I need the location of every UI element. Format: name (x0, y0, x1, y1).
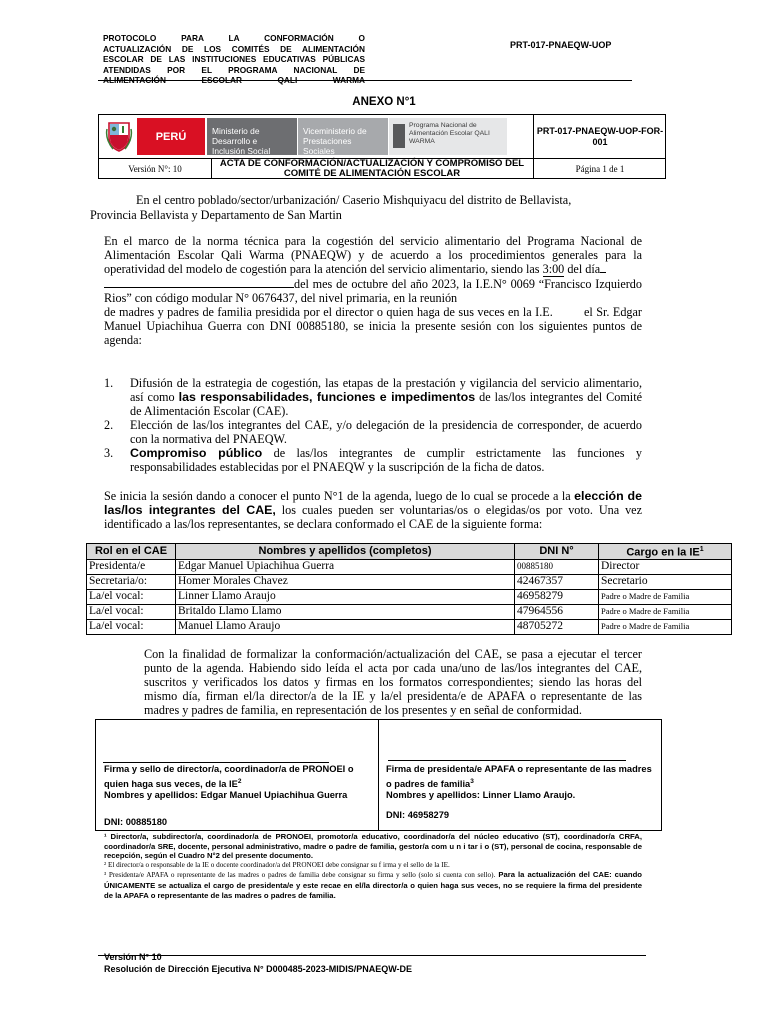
program-logo (389, 118, 507, 155)
election-text: los cuales pueden ser voluntarias/os o elegidas/os por voto. Una vez identificado a las/los representantes, se declara conformado el CAE de la siguiente forma: (104, 503, 642, 531)
peru-coat-of-arms-icon (105, 119, 133, 153)
position-cell: Director (599, 559, 732, 574)
director-signature (104, 764, 364, 828)
agenda-text: de las/los integrantes de cumplir estrictamente las funciones y responsabilidades establecidas por el PNAEQW y la suscripción de la ficha de datos. (130, 446, 642, 474)
column-header: Rol en el CAE (87, 544, 176, 560)
viceministry-logo: Viceministerio de Prestaciones Sociales (298, 118, 388, 155)
table-header-row (87, 544, 732, 560)
context-text: del mes de octubre del año 2023, la I.E.N° 0069 “Francisco Izquierdo Rios” con código modular N° 0676437, del nivel primaria, en la reunión (104, 277, 642, 305)
peru-logo (101, 118, 207, 155)
table-row (87, 604, 732, 619)
election-bold: elección de las/los integrantes del CAE, (104, 489, 642, 517)
table-row (87, 574, 732, 589)
ministry-logo: Ministerio de Desarrollo e Inclusión Social (207, 118, 297, 155)
intro-line: En el centro poblado/sector/urbanización/ Caserio Mishquiyacu del distrito de Bellavista, (136, 193, 572, 207)
role-cell: Secretaria/o: (87, 574, 176, 589)
position-cell: Secretario (599, 574, 732, 589)
program-mark-icon (393, 124, 405, 148)
signature-dni: DNI: 00885180 (104, 816, 168, 827)
form-page: Página 1 de 1 (575, 164, 625, 174)
protocol-line: PROTOCOLO PARA LA CONFORMACIÓN O (103, 33, 365, 43)
agenda-bold: las responsabilidades, funciones e impedimentos (178, 390, 476, 404)
agenda-number: 3. (104, 446, 114, 460)
agenda-text: de las/los integrantes del Comité de Alimentación Escolar (CAE). (130, 390, 642, 418)
agenda-text: Difusión de la estrategia de cogestión, las etapas de la prestación y vigilancia del servicio alimentario, así como (130, 376, 642, 404)
context-text: de madres y padres de familia presidida por el director o quien haga de sus veces en la I.E. (104, 305, 553, 319)
signature-names: Nombres y apellidos: Edgar Manuel Upiachihua Guerra (104, 790, 348, 801)
column-header (599, 544, 732, 560)
apafa-signature (386, 764, 658, 821)
signature-label: Firma y sello de director/a, coordinador/a de PRONOEI o quien haga sus veces, de la IE (104, 764, 354, 789)
intro-line: Provincia Bellavista y Departamento de San Martin (90, 207, 342, 222)
agenda-list (104, 376, 642, 474)
signature-names: Nombres y apellidos: Linner Llamo Araujo. (386, 790, 576, 801)
position-cell: Padre o Madre de Familia (599, 619, 732, 634)
agenda-item (104, 446, 642, 474)
footnote: ¹ Director/a, subdirector/a, coordinador/a de PRONOEI, promotor/a educativo, coordinador/a del núcleo educativo (ST), coordinador/a CRFA, coordinador/a SRE, docente, personal administrativo, madre o padre de familia, gestor/a com u n i tar i o (ST), personal de cocina, responsable de recepción, según el Cuadro N°2 del presente documento. (104, 832, 642, 861)
role-cell: La/el vocal: (87, 604, 176, 619)
context-text: En el marco de la norma técnica para la cogestión del servicio alimentario del Programa Nacional de Alimentación Escolar Qali Warma (PNAEQW) y de acuerdo a los procedimientos generales para la operatividad del modelo de cogestión para la atención del servicio alimentario, siendo las (104, 234, 642, 276)
context-paragraph (104, 234, 642, 347)
dni-cell: 47964556 (515, 604, 599, 619)
signature-dni: DNI: 46958279 (386, 809, 450, 820)
blank-line (600, 272, 606, 273)
name-cell: Edgar Manuel Upiachihua Guerra (176, 559, 515, 574)
footnote-ref: 2 (237, 777, 242, 785)
context-text: del día (564, 262, 601, 276)
blank-line (104, 287, 294, 288)
signature-label: Firma de presidenta/e APAFA o representante de las madres o padres de familia (386, 764, 652, 789)
footnote-ref: 3 (470, 777, 474, 785)
protocol-line: ACTUALIZACIÓN DE LOS COMITÉS DE ALIMENTACIÓN (103, 43, 365, 54)
agenda-bold: Compromiso público (130, 446, 263, 460)
column-header: Nombres y apellidos (completos) (176, 544, 515, 560)
signature-divider (378, 720, 379, 830)
table-row (87, 589, 732, 604)
footnote: Para la actualización del CAE: cuando ÚNICAMENTE se actualiza el cargo de presidenta/e y este recae en el/la director/a o quien haga sus veces, no se requiere la firma del presidente de la APAFA o representante de las madres o padres de familia. (104, 870, 642, 900)
footnotes (104, 832, 642, 900)
name-cell: Homer Morales Chavez (176, 574, 515, 589)
column-header: DNI N° (515, 544, 599, 560)
members-table (86, 543, 732, 635)
agenda-number: 2. (104, 418, 114, 432)
form-title: ACTA DE CONFORMACIÓN/ACTUALIZACIÓN Y COMPROMISO DEL COMITÉ DE ALIMENTACIÓN ESCOLAR (219, 158, 525, 179)
signature-line (103, 762, 329, 763)
form-code: PRT-017-PNAEQW-UOP-FOR-001 (536, 125, 664, 147)
name-cell: Manuel Llamo Araujo (176, 619, 515, 634)
meeting-hour: 3:00 (542, 262, 565, 276)
dni-cell: 42467357 (515, 574, 599, 589)
protocol-line: ATENDIDAS POR EL PROGRAMA NACIONAL DE (103, 64, 365, 75)
agenda-number: 1. (104, 376, 114, 390)
footer-version: Versión N° 10 (104, 952, 162, 962)
context-text: el Sr. (583, 305, 610, 319)
protocol-title (103, 33, 365, 86)
table-row (87, 559, 732, 574)
peru-label: PERÚ (137, 118, 205, 155)
annex-title: ANEXO N°1 (352, 96, 416, 108)
election-paragraph (104, 489, 642, 531)
intro-paragraph (90, 193, 610, 222)
column-header-label: Cargo en la IE (626, 546, 700, 559)
signature-line (388, 760, 626, 761)
dni-cell: 46958279 (515, 589, 599, 604)
footnote-ref: 1 (699, 546, 704, 553)
role-cell: Presidenta/e (87, 559, 176, 574)
form-header-table (98, 114, 666, 179)
protocol-line: ESCOLAR DE LAS INSTITUCIONES EDUCATIVAS PÚBLICAS (103, 54, 365, 64)
footer-resolution: Resolución de Dirección Ejecutiva N° D000485-2023-MIDIS/PNAEQW-DE (104, 963, 413, 974)
role-cell: La/el vocal: (87, 619, 176, 634)
role-cell: La/el vocal: (87, 589, 176, 604)
position-cell: Padre o Madre de Familia (599, 589, 732, 604)
signature-box (95, 719, 662, 831)
header-divider (98, 80, 632, 81)
position-cell: Padre o Madre de Familia (599, 604, 732, 619)
closing-paragraph: Con la finalidad de formalizar la conformación/actualización del CAE, se pasa a ejecutar el tercer punto de la agenda. Habiendo sido leída el acta por cada una/uno de las/los integrantes del CAE, suscritos y verificados los datos y firmas en los formatos correspondientes; siendo las horas del mismo día, firman el/la director/a de la IE y la/el presidenta/e de APAFA o representante de las madres y padres de familia, en representación de los presentes y en señal de conformidad. (144, 647, 642, 717)
program-label: Programa Nacional de Alimentación Escolar QALI WARMA (409, 122, 490, 145)
table-row (87, 619, 732, 634)
dni-cell: 48705272 (515, 619, 599, 634)
form-version: Versión N°: 10 (128, 164, 182, 174)
footnote: ³ Presidenta/e APAFA o representante de las madres o padres de familia debe consignar su firma y sello (solo si cuenta con sello). (104, 871, 496, 880)
protocol-line: ALIMENTACIÓN ESCOLAR QALI WARMA (103, 75, 365, 85)
agenda-item (104, 376, 642, 418)
footnote: ² El director/a o responsable de la IE o docente coordinador/a del PRONOEI debe consignar su f irma y el sello de la IE. (104, 860, 450, 869)
name-cell: Britaldo Llamo Llamo (176, 604, 515, 619)
agenda-item (104, 418, 642, 446)
protocol-code: PRT-017-PNAEQW-UOP (510, 40, 612, 50)
name-cell: Linner Llamo Araujo (176, 589, 515, 604)
agenda-text: Elección de las/los integrantes del CAE, y/o delegación de la presidencia de corresponder, de acuerdo con la normativa del PNAEQW. (130, 418, 642, 446)
page-footer (104, 952, 412, 975)
dni-cell: 00885180 (515, 559, 599, 574)
context-text: Edgar Manuel Upiachihua Guerra con DNI 00885180, se inicia la presente sesión con los siguientes puntos de agenda: (104, 305, 642, 347)
election-text: Se inicia la sesión dando a conocer el punto N°1 de la agenda, luego de lo cual se procede a la (104, 489, 575, 503)
